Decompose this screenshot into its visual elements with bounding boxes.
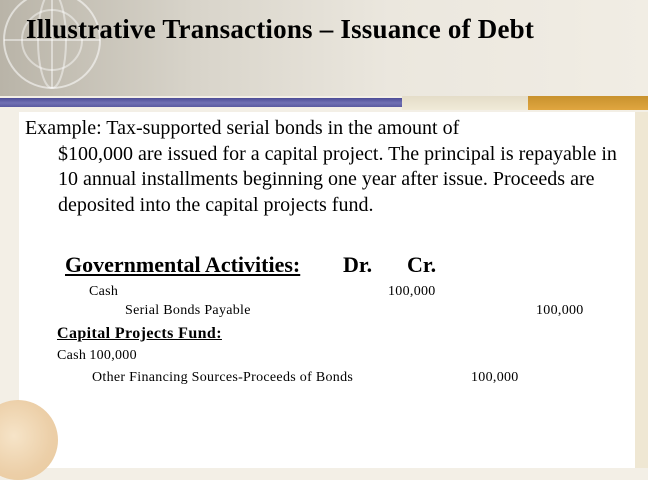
right-border-strip — [635, 112, 648, 468]
debit-column-label: Dr. — [343, 252, 373, 277]
credit-column-label: Cr. — [407, 252, 437, 277]
cpf-credit-other-financing: 100,000 — [471, 370, 519, 385]
title-rule-tan — [402, 96, 528, 110]
cpf-account-cash — [57, 348, 137, 364]
title-rule-blue — [0, 98, 402, 107]
title-rule-orange — [528, 96, 648, 110]
journal-account-bonds-payable: Serial Bonds Payable — [125, 303, 251, 318]
journal-credit-bonds-payable: 100,000 — [536, 303, 584, 318]
paragraph-first-line: Example: Tax-supported serial bonds in the amount of — [25, 117, 460, 139]
cpf-account-cash-label: Cash — [57, 348, 87, 363]
paragraph-continuation: $100,000 are issued for a capital project. The principal is repayable in 10 annual installments beginning one year after issue. Proceeds are deposited into the capital projects fund. — [58, 142, 617, 216]
slide-title: Illustrative Transactions – Issuance of Debt — [26, 14, 535, 44]
journal-debit-cash: 100,000 — [388, 284, 436, 299]
example-paragraph — [25, 116, 625, 218]
journal-account-cash: Cash — [89, 284, 119, 299]
cpf-account-other-financing: Other Financing Sources-Proceeds of Bonds — [92, 370, 354, 385]
capital-projects-fund-heading: Capital Projects Fund: — [57, 325, 222, 342]
governmental-activities-heading: Governmental Activities: — [65, 252, 301, 277]
cpf-debit-cash: 100,000 — [89, 348, 137, 363]
